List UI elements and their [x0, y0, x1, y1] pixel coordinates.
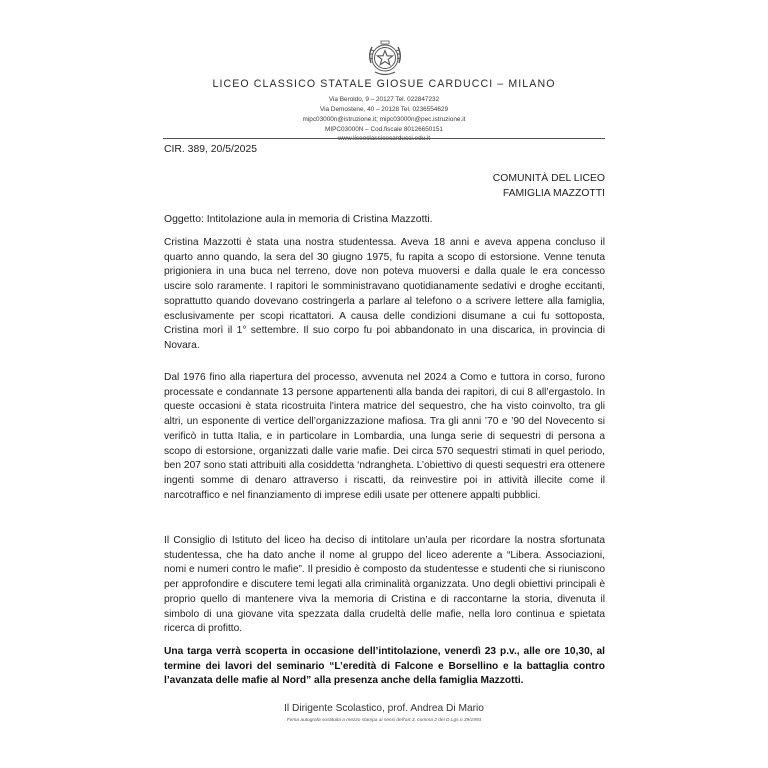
subject-line: Oggetto: Intitolazione aula in memoria di Cristina Mazzotti. [164, 214, 433, 225]
website-line: www.liceoclassicocarducci.edu.it [337, 135, 431, 142]
circular-reference: CIR. 389, 20/5/2025 [164, 144, 258, 155]
body-paragraph: Cristina Mazzotti è stata una nostra studentessa. Aveva 18 anni e aveva appena concluso il quarto anno quando, la sera del 30 giugno 1975, fu rapita a scopo di estorsione. Venne tenuta prigioniera in una buca nel terreno, dove non poteva muoversi e dalla quale le era concesso uscire solo raramente. I rapitori le somministravano quotidianamente sedativi e droghe eccitanti, soprattutto quando dovevano costringerla a parlare al telefono o a scrivere lettere alla famiglia, esclusivamente per scopi ricattatori. A causa delle condizioni disumane a cui fu sottoposta, Cristina morì il 1° settembre. Il suo corpo fu poi abbandonato in una discarica, in provincia di Novara. [164, 237, 605, 351]
signature-legal-note: Firma autografa sostituita a mezzo stampa ai sensi dell’art.3, comma 2 del D.Lgs.n.39/1993 [286, 718, 482, 723]
signature: Il Dirigente Scolastico, prof. Andrea Di Mario [284, 703, 484, 714]
address-line: Via Demostene, 40 – 20128 Tel. 0236554629 [319, 106, 449, 113]
italian-republic-emblem-icon [362, 35, 408, 79]
recipient: FAMIGLIA MAZZOTTI [502, 188, 605, 199]
body-paragraph: Il Consiglio di Istituto del liceo ha deciso di intitolare un’aula per ricordare la nostra sfortunata studentessa, che ha dato anche il nome al gruppo del liceo aderente a “Libera. Associazioni, nomi e numeri contro le mafie”. Il presidio è composto da studentesse e studenti che si riuniscono per approfondire e discutere temi legati alla criminalità organizzata. Uno degli obiettivi principali è proprio quello di mantenere viva la memoria di Cristina e di raccontarne la storia, divenuta il simbolo di una giovane vita spezzata dalla crudeltà delle mafie, nella loro continua e spietata ricerca di profitto. [164, 535, 605, 635]
email-line: mipc03000n@istruzione.it; mipc03000n@pec.istruzione.it [302, 116, 466, 123]
address-line: Via Beroldo, 9 – 20127 Tel. 022847232 [328, 96, 440, 103]
event-announcement-paragraph: Una targa verrà scoperta in occasione dell’intitolazione, venerdì 23 p.v., alle ore 10,30, al termine dei lavori del seminario “L’eredità di Falcone e Borsellino e la battaglia contro l’avanzata delle mafie al Nord” alla presenza anche della famiglia Mazzotti. [164, 646, 605, 687]
tax-code-line: MIPC03000N – Cod.fiscale 80126650151 [325, 126, 443, 133]
body-paragraph: Dal 1976 fino alla riapertura del processo, avvenuta nel 2024 a Como e tuttora in corso, furono processate e condannate 13 persone appartenenti alla banda dei rapitori, di cui 8 all’ergastolo. In queste occasioni è stata ricostruita l'intera matrice del sequestro, che ha visto coinvolto, tra gli altri, un esponente di vertice dell’organizzazione mafiosa. Tra gli anni ’70 e ’90 del Novecento si verificò in tutta Italia, e in particolare in Lombardia, una lunga serie di sequestri di persona a scopo di estorsione, organizzati dalle varie mafie. Dei circa 570 sequestri stimati in quel periodo, ben 207 sono stati attribuiti alla cosiddetta ‘ndrangheta. L’obiettivo di questi sequestri era ottenere ingenti somme di denaro attraverso i riscatti, da reinvestire poi in attività illecite come il narcotraffico e nel finanziamento di imprese edili usate per ottenere appalti pubblici. [164, 372, 605, 501]
recipients-block [493, 171, 605, 201]
header-divider [163, 138, 605, 139]
recipient: COMUNITÀ DEL LICEO [492, 173, 605, 184]
school-name: LICEO CLASSICO STATALE GIOSUE CARDUCCI – MILANO [212, 78, 556, 90]
